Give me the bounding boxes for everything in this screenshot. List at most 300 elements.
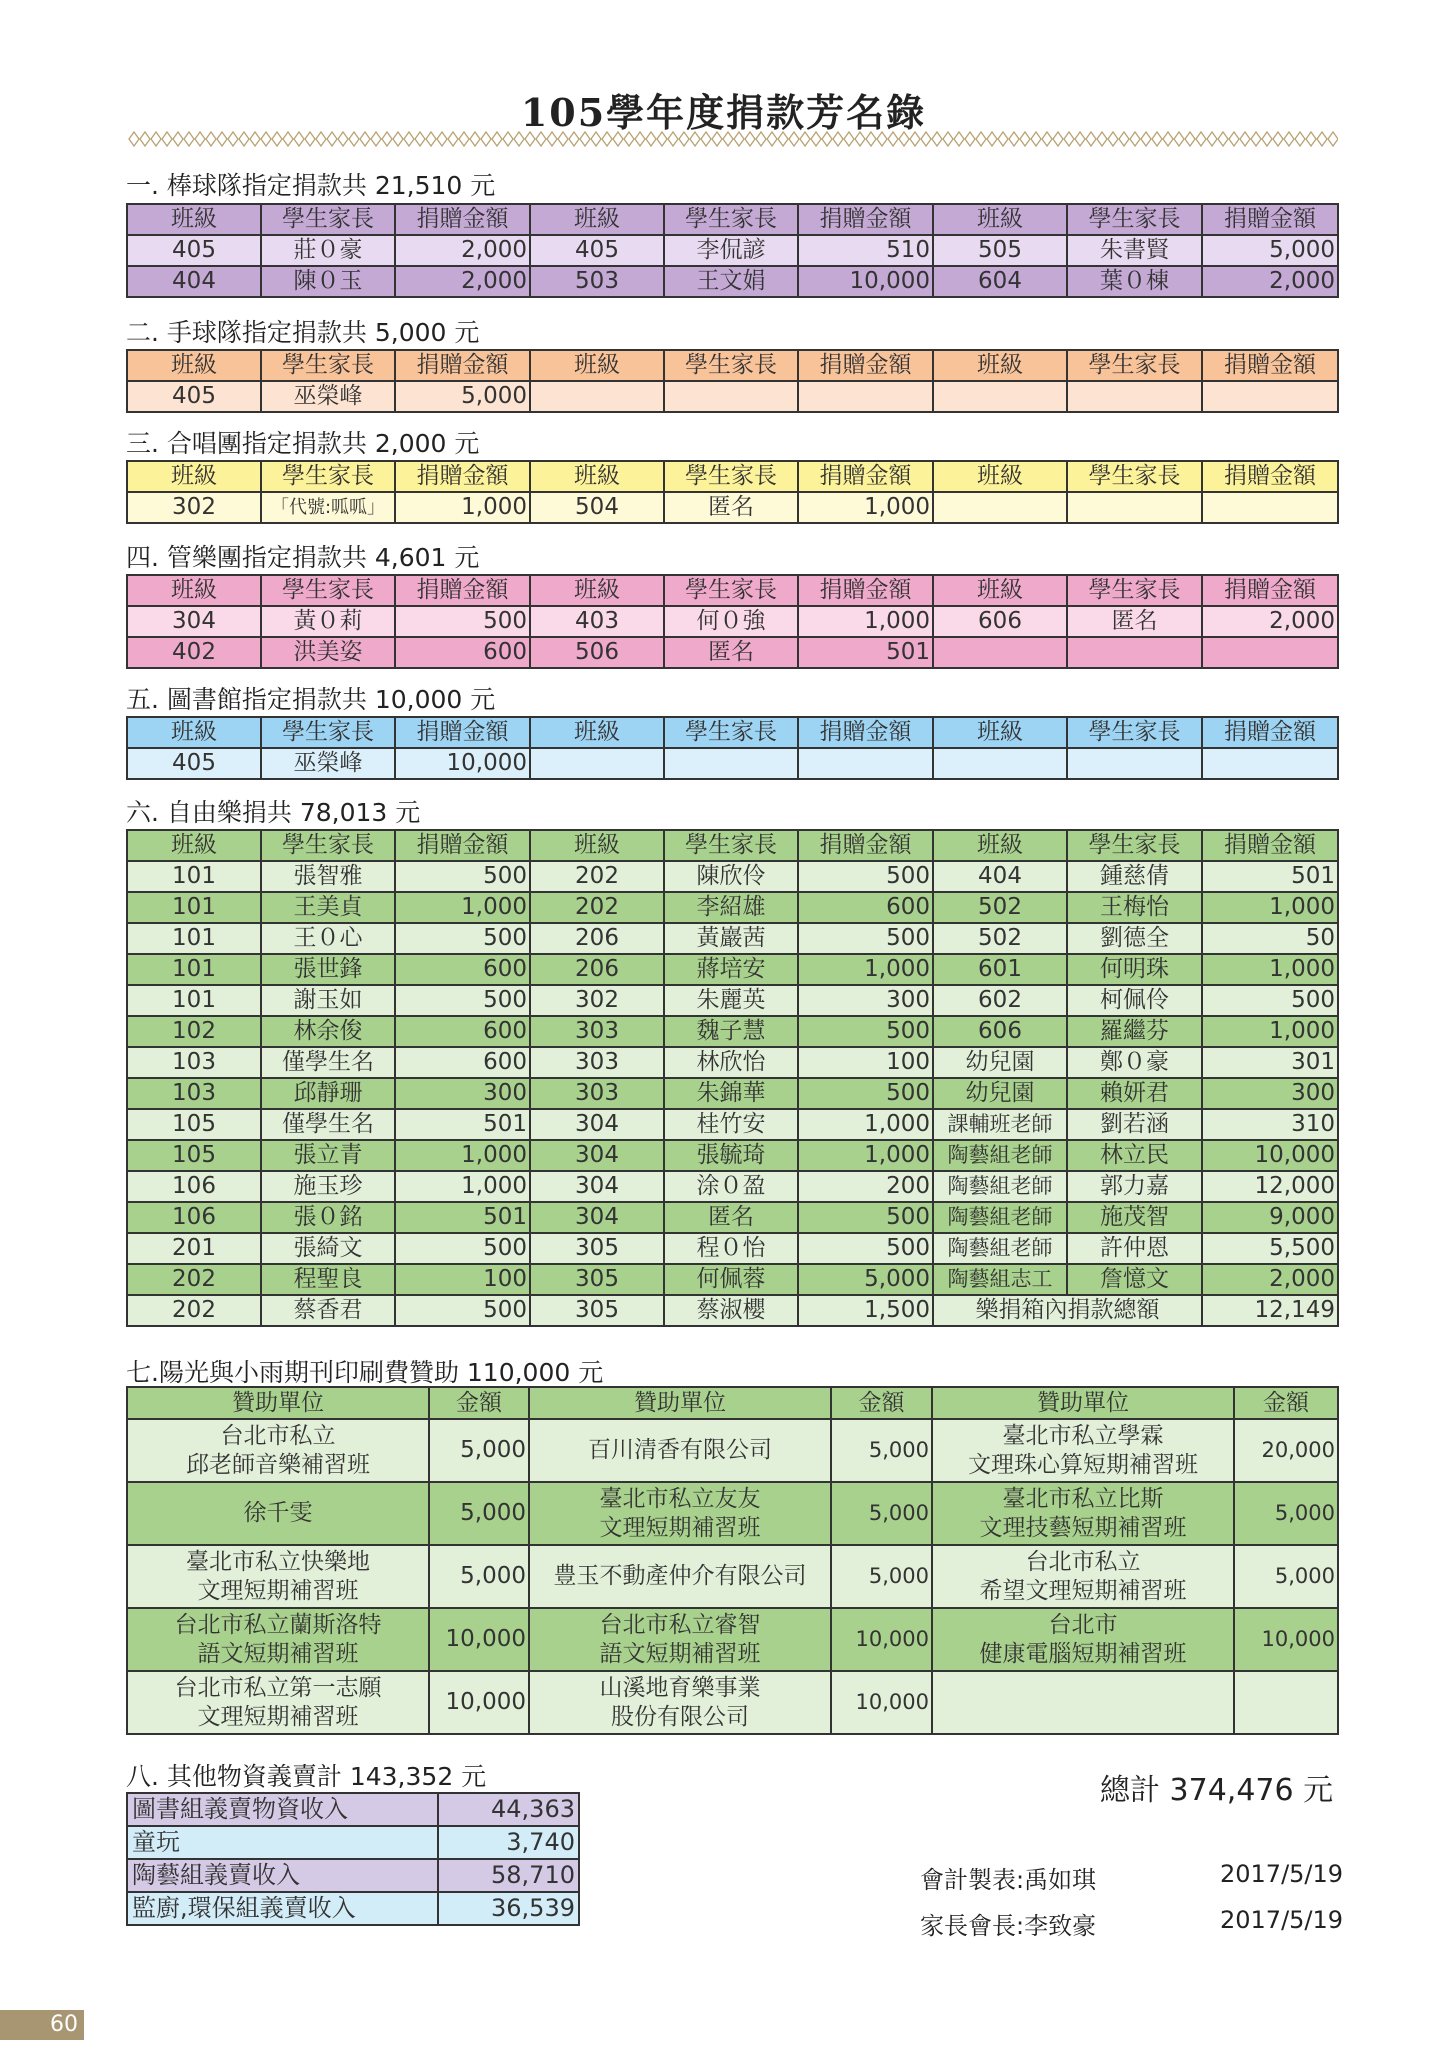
table-cell: 張毓琦 bbox=[664, 1140, 798, 1171]
table-cell: 103 bbox=[127, 1078, 261, 1109]
table-row bbox=[127, 923, 1338, 954]
table-cell bbox=[1202, 748, 1338, 779]
table-cell: 王美貞 bbox=[261, 892, 395, 923]
table-cell: 310 bbox=[1202, 1109, 1338, 1140]
sponsor-amount-cell: 5,000 bbox=[429, 1482, 529, 1545]
table-row bbox=[127, 1671, 1338, 1734]
table-cell: 303 bbox=[530, 1047, 664, 1078]
table-cell: 郭力嘉 bbox=[1067, 1171, 1202, 1202]
signature-president-date: 2017/5/19 bbox=[1220, 1906, 1344, 1934]
column-header: 班級 bbox=[127, 575, 261, 606]
goods-amount-cell: 44,363 bbox=[438, 1793, 579, 1826]
table-row bbox=[127, 1545, 1338, 1608]
table-cell: 何０強 bbox=[664, 606, 798, 637]
table-cell: 5,000 bbox=[395, 381, 530, 412]
section-heading-sponsorship: 七.陽光與小雨期刊印刷費贊助 110,000 元 bbox=[126, 1358, 604, 1387]
column-header: 捐贈金額 bbox=[395, 717, 530, 748]
table-cell: 詹憶文 bbox=[1067, 1264, 1202, 1295]
sponsor-name-cell: 臺北市私立學霖 文理珠心算短期補習班 bbox=[932, 1419, 1234, 1482]
table-cell: 課輔班老師 bbox=[933, 1109, 1067, 1140]
table-band-donations bbox=[126, 574, 1339, 669]
table-cell: 302 bbox=[530, 985, 664, 1016]
table-cell: 黃巖茜 bbox=[664, 923, 798, 954]
column-header: 班級 bbox=[127, 830, 261, 861]
table-cell: 黃０莉 bbox=[261, 606, 395, 637]
table-cell: 幼兒園 bbox=[933, 1078, 1067, 1109]
table-cell: 101 bbox=[127, 861, 261, 892]
table-goods-sales bbox=[126, 1792, 580, 1926]
sponsor-amount-cell: 5,000 bbox=[831, 1545, 932, 1608]
column-header: 學生家長 bbox=[1067, 717, 1202, 748]
table-row bbox=[127, 1264, 1338, 1295]
table-cell: 604 bbox=[933, 266, 1067, 297]
table-cell: 匿名 bbox=[664, 1202, 798, 1233]
table-cell: 100 bbox=[395, 1264, 530, 1295]
table-cell: 105 bbox=[127, 1109, 261, 1140]
table-cell bbox=[1202, 492, 1338, 523]
table-cell: 500 bbox=[395, 606, 530, 637]
sponsor-amount-cell: 10,000 bbox=[831, 1671, 932, 1734]
column-header: 班級 bbox=[127, 204, 261, 235]
table-handball-donations bbox=[126, 349, 1339, 413]
table-cell bbox=[933, 492, 1067, 523]
goods-item-cell: 陶藝組義賣收入 bbox=[127, 1859, 438, 1892]
table-row bbox=[127, 954, 1338, 985]
column-header: 學生家長 bbox=[664, 830, 798, 861]
table-cell: 500 bbox=[798, 861, 933, 892]
table-cell: 張智雅 bbox=[261, 861, 395, 892]
table-cell: 5,000 bbox=[1202, 235, 1338, 266]
table-cell: 405 bbox=[127, 381, 261, 412]
table-cell: 蔣培安 bbox=[664, 954, 798, 985]
column-header: 班級 bbox=[127, 350, 261, 381]
table-cell: 1,000 bbox=[798, 492, 933, 523]
table-cell: 500 bbox=[395, 1295, 530, 1326]
table-cell: 506 bbox=[530, 637, 664, 668]
table-cell: 500 bbox=[798, 1202, 933, 1233]
table-row bbox=[127, 1826, 579, 1859]
table-cell: 謝玉如 bbox=[261, 985, 395, 1016]
table-cell: 10,000 bbox=[1202, 1140, 1338, 1171]
table-cell: 504 bbox=[530, 492, 664, 523]
table-choir-donations bbox=[126, 460, 1339, 524]
column-header: 捐贈金額 bbox=[798, 717, 933, 748]
column-header: 學生家長 bbox=[664, 575, 798, 606]
table-cell: 邱靜珊 bbox=[261, 1078, 395, 1109]
table-cell: 12,000 bbox=[1202, 1171, 1338, 1202]
table-row bbox=[127, 985, 1338, 1016]
column-header: 學生家長 bbox=[664, 461, 798, 492]
signature-accountant: 會計製表:禹如琪 bbox=[920, 1866, 1097, 1894]
table-cell: 2,000 bbox=[1202, 1264, 1338, 1295]
table-cell: 103 bbox=[127, 1047, 261, 1078]
table-cell: 500 bbox=[1202, 985, 1338, 1016]
section-heading-goods-sales: 八. 其他物資義賣計 143,352 元 bbox=[126, 1762, 487, 1791]
table-cell: 502 bbox=[933, 892, 1067, 923]
table-cell: 陶藝組志工 bbox=[933, 1264, 1067, 1295]
table-cell: 303 bbox=[530, 1078, 664, 1109]
table-header-row bbox=[127, 575, 1338, 606]
signature-accountant-date: 2017/5/19 bbox=[1220, 1860, 1344, 1888]
table-cell: 510 bbox=[798, 235, 933, 266]
table-cell bbox=[798, 381, 933, 412]
table-library-donations bbox=[126, 716, 1339, 780]
table-cell: 蔡淑櫻 bbox=[664, 1295, 798, 1326]
table-cell: 101 bbox=[127, 985, 261, 1016]
column-header: 班級 bbox=[530, 350, 664, 381]
column-header: 捐贈金額 bbox=[1202, 461, 1338, 492]
table-cell: 503 bbox=[530, 266, 664, 297]
signature-president: 家長會長:李致豪 bbox=[920, 1912, 1097, 1940]
sponsor-amount-cell: 5,000 bbox=[831, 1419, 932, 1482]
table-cell: 505 bbox=[933, 235, 1067, 266]
column-header: 贊助單位 bbox=[127, 1387, 429, 1419]
table-cell: 50 bbox=[1202, 923, 1338, 954]
table-cell: 304 bbox=[530, 1109, 664, 1140]
table-cell: 陳欣伶 bbox=[664, 861, 798, 892]
table-cell bbox=[798, 748, 933, 779]
table-cell: 405 bbox=[530, 235, 664, 266]
table-cell: 405 bbox=[127, 748, 261, 779]
table-cell: 600 bbox=[395, 1016, 530, 1047]
column-header: 學生家長 bbox=[664, 717, 798, 748]
table-cell: 1,000 bbox=[798, 954, 933, 985]
table-cell: 匿名 bbox=[664, 637, 798, 668]
table-cell: 305 bbox=[530, 1264, 664, 1295]
table-row bbox=[127, 606, 1338, 637]
table-cell bbox=[1202, 637, 1338, 668]
table-cell: 1,000 bbox=[395, 492, 530, 523]
table-row bbox=[127, 637, 1338, 668]
table-cell: 206 bbox=[530, 923, 664, 954]
sponsor-amount-cell: 10,000 bbox=[831, 1608, 932, 1671]
table-header-row bbox=[127, 1387, 1338, 1419]
column-header: 班級 bbox=[530, 461, 664, 492]
table-cell: 羅繼芬 bbox=[1067, 1016, 1202, 1047]
table-cell: 500 bbox=[395, 1233, 530, 1264]
table-cell: 501 bbox=[395, 1202, 530, 1233]
column-header: 班級 bbox=[127, 461, 261, 492]
sponsor-amount-cell: 5,000 bbox=[1234, 1545, 1338, 1608]
sponsor-name-cell: 豊玉不動產仲介有限公司 bbox=[529, 1545, 831, 1608]
section-heading-choir: 三. 合唱團指定捐款共 2,000 元 bbox=[126, 429, 480, 458]
table-row bbox=[127, 1078, 1338, 1109]
table-free-donations bbox=[126, 829, 1339, 1327]
column-header: 班級 bbox=[933, 204, 1067, 235]
column-header: 捐贈金額 bbox=[1202, 830, 1338, 861]
table-cell: 陳０玉 bbox=[261, 266, 395, 297]
table-cell: 500 bbox=[798, 1016, 933, 1047]
sponsor-name-cell bbox=[932, 1671, 1234, 1734]
column-header: 捐贈金額 bbox=[798, 350, 933, 381]
table-cell: 何明珠 bbox=[1067, 954, 1202, 985]
column-header: 學生家長 bbox=[1067, 461, 1202, 492]
goods-amount-cell: 36,539 bbox=[438, 1892, 579, 1925]
table-cell: 601 bbox=[933, 954, 1067, 985]
table-cell: 僅學生名 bbox=[261, 1047, 395, 1078]
table-sponsorship bbox=[126, 1386, 1339, 1735]
table-cell: 5,000 bbox=[798, 1264, 933, 1295]
table-cell: 201 bbox=[127, 1233, 261, 1264]
table-cell: 朱書賢 bbox=[1067, 235, 1202, 266]
table-header-row bbox=[127, 461, 1338, 492]
sponsor-name-cell: 台北市 健康電腦短期補習班 bbox=[932, 1608, 1234, 1671]
table-cell: 1,000 bbox=[395, 1171, 530, 1202]
table-cell: 403 bbox=[530, 606, 664, 637]
column-header: 學生家長 bbox=[261, 204, 395, 235]
table-cell: 張０銘 bbox=[261, 1202, 395, 1233]
table-cell: 李紹雄 bbox=[664, 892, 798, 923]
sponsor-amount-cell: 5,000 bbox=[429, 1419, 529, 1482]
table-cell: 2,000 bbox=[1202, 606, 1338, 637]
goods-item-cell: 圖書組義賣物資收入 bbox=[127, 1793, 438, 1826]
table-cell: 304 bbox=[127, 606, 261, 637]
table-cell: 巫榮峰 bbox=[261, 381, 395, 412]
table-cell: 1,000 bbox=[395, 892, 530, 923]
table-cell: 106 bbox=[127, 1202, 261, 1233]
table-row bbox=[127, 1793, 579, 1826]
sponsor-name-cell: 台北市私立 邱老師音樂補習班 bbox=[127, 1419, 429, 1482]
table-cell: 施茂智 bbox=[1067, 1202, 1202, 1233]
column-header: 捐贈金額 bbox=[1202, 350, 1338, 381]
table-cell: 405 bbox=[127, 235, 261, 266]
table-cell: 105 bbox=[127, 1140, 261, 1171]
table-header-row bbox=[127, 717, 1338, 748]
column-header: 班級 bbox=[530, 575, 664, 606]
table-cell: 林立民 bbox=[1067, 1140, 1202, 1171]
table-cell: 莊０豪 bbox=[261, 235, 395, 266]
column-header: 學生家長 bbox=[1067, 204, 1202, 235]
column-header: 贊助單位 bbox=[529, 1387, 831, 1419]
table-cell: 王０心 bbox=[261, 923, 395, 954]
table-cell: 102 bbox=[127, 1016, 261, 1047]
table-row bbox=[127, 1140, 1338, 1171]
section-heading-free-donations: 六. 自由樂捐共 78,013 元 bbox=[126, 798, 421, 827]
column-header: 捐贈金額 bbox=[395, 830, 530, 861]
table-cell: 張綺文 bbox=[261, 1233, 395, 1264]
table-cell bbox=[1067, 492, 1202, 523]
sponsor-name-cell: 台北市私立蘭斯洛特 語文短期補習班 bbox=[127, 1608, 429, 1671]
table-cell: 606 bbox=[933, 1016, 1067, 1047]
table-row bbox=[127, 1482, 1338, 1545]
table-cell: 1,000 bbox=[1202, 954, 1338, 985]
table-cell: 101 bbox=[127, 892, 261, 923]
table-cell: 500 bbox=[798, 1078, 933, 1109]
table-cell: 1,000 bbox=[395, 1140, 530, 1171]
table-cell: 朱錦華 bbox=[664, 1078, 798, 1109]
table-cell bbox=[530, 748, 664, 779]
table-cell: 匿名 bbox=[664, 492, 798, 523]
table-cell bbox=[933, 381, 1067, 412]
table-row bbox=[127, 235, 1338, 266]
table-cell: 600 bbox=[395, 637, 530, 668]
column-header: 捐贈金額 bbox=[798, 830, 933, 861]
table-cell bbox=[1067, 748, 1202, 779]
table-cell: 500 bbox=[395, 985, 530, 1016]
table-row bbox=[127, 381, 1338, 412]
column-header: 班級 bbox=[530, 830, 664, 861]
sponsor-amount-cell: 5,000 bbox=[831, 1482, 932, 1545]
table-row bbox=[127, 1419, 1338, 1482]
table-cell: 404 bbox=[127, 266, 261, 297]
column-header: 學生家長 bbox=[664, 204, 798, 235]
table-row bbox=[127, 892, 1338, 923]
column-header: 捐贈金額 bbox=[395, 350, 530, 381]
table-cell: 300 bbox=[798, 985, 933, 1016]
table-cell: 朱麗英 bbox=[664, 985, 798, 1016]
table-cell: 陶藝組老師 bbox=[933, 1140, 1067, 1171]
table-cell: 600 bbox=[395, 1047, 530, 1078]
table-row bbox=[127, 1295, 1338, 1326]
page-number: 60 bbox=[50, 2012, 78, 2037]
table-cell bbox=[1067, 637, 1202, 668]
table-cell: 何佩蓉 bbox=[664, 1264, 798, 1295]
table-row bbox=[127, 1233, 1338, 1264]
table-header-row bbox=[127, 830, 1338, 861]
table-cell: 304 bbox=[530, 1202, 664, 1233]
table-cell: 600 bbox=[395, 954, 530, 985]
table-row bbox=[127, 1859, 579, 1892]
table-row bbox=[127, 1171, 1338, 1202]
table-header-row bbox=[127, 204, 1338, 235]
column-header: 學生家長 bbox=[261, 575, 395, 606]
column-header: 捐贈金額 bbox=[395, 575, 530, 606]
goods-item-cell: 童玩 bbox=[127, 1826, 438, 1859]
column-header: 金額 bbox=[429, 1387, 529, 1419]
column-header: 學生家長 bbox=[261, 830, 395, 861]
column-header: 捐贈金額 bbox=[798, 461, 933, 492]
table-cell: 101 bbox=[127, 954, 261, 985]
table-cell: 10,000 bbox=[798, 266, 933, 297]
table-cell: 600 bbox=[798, 892, 933, 923]
table-cell: 葉０棟 bbox=[1067, 266, 1202, 297]
table-cell: 蔡香君 bbox=[261, 1295, 395, 1326]
column-header: 學生家長 bbox=[261, 461, 395, 492]
table-cell: 501 bbox=[395, 1109, 530, 1140]
table-cell: 304 bbox=[530, 1140, 664, 1171]
table-cell: 僅學生名 bbox=[261, 1109, 395, 1140]
column-header: 學生家長 bbox=[261, 350, 395, 381]
table-cell: 500 bbox=[798, 1233, 933, 1264]
table-row bbox=[127, 861, 1338, 892]
table-cell: 300 bbox=[1202, 1078, 1338, 1109]
table-cell: 500 bbox=[798, 923, 933, 954]
column-header: 學生家長 bbox=[261, 717, 395, 748]
column-header: 金額 bbox=[1234, 1387, 1338, 1419]
table-cell: 匿名 bbox=[1067, 606, 1202, 637]
table-cell: 1,000 bbox=[798, 1140, 933, 1171]
diamond-border-divider bbox=[128, 128, 1338, 150]
column-header: 班級 bbox=[933, 575, 1067, 606]
table-cell: 202 bbox=[127, 1264, 261, 1295]
table-cell: 202 bbox=[530, 892, 664, 923]
column-header: 班級 bbox=[530, 204, 664, 235]
column-header: 學生家長 bbox=[1067, 575, 1202, 606]
table-cell: 李侃諺 bbox=[664, 235, 798, 266]
table-row bbox=[127, 1109, 1338, 1140]
sponsor-amount-cell: 20,000 bbox=[1234, 1419, 1338, 1482]
table-cell: 5,500 bbox=[1202, 1233, 1338, 1264]
table-cell bbox=[530, 381, 664, 412]
table-cell: 12,149 bbox=[1202, 1295, 1338, 1326]
sponsor-name-cell: 山溪地育樂事業 股份有限公司 bbox=[529, 1671, 831, 1734]
column-header: 捐贈金額 bbox=[1202, 575, 1338, 606]
table-cell: 賴妍君 bbox=[1067, 1078, 1202, 1109]
column-header: 班級 bbox=[127, 717, 261, 748]
table-cell bbox=[1067, 381, 1202, 412]
table-row bbox=[127, 1892, 579, 1925]
table-cell: 301 bbox=[1202, 1047, 1338, 1078]
table-cell: 501 bbox=[1202, 861, 1338, 892]
goods-amount-cell: 3,740 bbox=[438, 1826, 579, 1859]
column-header: 捐贈金額 bbox=[1202, 717, 1338, 748]
table-row bbox=[127, 266, 1338, 297]
sponsor-amount-cell: 10,000 bbox=[429, 1671, 529, 1734]
table-cell: 501 bbox=[798, 637, 933, 668]
table-cell: 500 bbox=[395, 923, 530, 954]
table-row bbox=[127, 748, 1338, 779]
table-cell: 涂０盈 bbox=[664, 1171, 798, 1202]
table-cell: 404 bbox=[933, 861, 1067, 892]
sponsor-name-cell: 臺北市私立友友 文理短期補習班 bbox=[529, 1482, 831, 1545]
table-cell: 幼兒園 bbox=[933, 1047, 1067, 1078]
table-cell: 魏子慧 bbox=[664, 1016, 798, 1047]
section-heading-library: 五. 圖書館指定捐款共 10,000 元 bbox=[126, 685, 496, 714]
column-header: 捐贈金額 bbox=[395, 461, 530, 492]
sponsor-name-cell: 百川清香有限公司 bbox=[529, 1419, 831, 1482]
table-cell: 林余俊 bbox=[261, 1016, 395, 1047]
table-cell: 洪美姿 bbox=[261, 637, 395, 668]
table-cell: 602 bbox=[933, 985, 1067, 1016]
table-cell: 張世鋒 bbox=[261, 954, 395, 985]
sponsor-amount-cell bbox=[1234, 1671, 1338, 1734]
table-cell: 2,000 bbox=[1202, 266, 1338, 297]
table-cell: 606 bbox=[933, 606, 1067, 637]
sponsor-amount-cell: 5,000 bbox=[429, 1545, 529, 1608]
table-cell: 桂竹安 bbox=[664, 1109, 798, 1140]
table-cell: 100 bbox=[798, 1047, 933, 1078]
column-header: 班級 bbox=[530, 717, 664, 748]
column-header: 贊助單位 bbox=[932, 1387, 1234, 1419]
goods-amount-cell: 58,710 bbox=[438, 1859, 579, 1892]
table-cell: 304 bbox=[530, 1171, 664, 1202]
table-header-row bbox=[127, 350, 1338, 381]
table-cell: 402 bbox=[127, 637, 261, 668]
sponsor-amount-cell: 10,000 bbox=[1234, 1608, 1338, 1671]
table-cell: 柯佩伶 bbox=[1067, 985, 1202, 1016]
table-cell: 1,000 bbox=[798, 606, 933, 637]
section-heading-band: 四. 管樂團指定捐款共 4,601 元 bbox=[126, 543, 480, 572]
table-row bbox=[127, 1016, 1338, 1047]
column-header: 捐贈金額 bbox=[798, 575, 933, 606]
table-cell: 305 bbox=[530, 1233, 664, 1264]
column-header: 學生家長 bbox=[1067, 830, 1202, 861]
section-heading-handball: 二. 手球隊指定捐款共 5,000 元 bbox=[126, 318, 480, 347]
sponsor-name-cell: 台北市私立第一志願 文理短期補習班 bbox=[127, 1671, 429, 1734]
table-cell: 2,000 bbox=[395, 235, 530, 266]
sponsor-amount-cell: 5,000 bbox=[1234, 1482, 1338, 1545]
column-header: 班級 bbox=[933, 461, 1067, 492]
table-cell: 劉若涵 bbox=[1067, 1109, 1202, 1140]
table-cell bbox=[664, 381, 798, 412]
sponsor-name-cell: 徐千雯 bbox=[127, 1482, 429, 1545]
table-cell: 9,000 bbox=[1202, 1202, 1338, 1233]
table-cell: 樂捐箱內捐款總額 bbox=[933, 1295, 1202, 1326]
column-header: 班級 bbox=[933, 717, 1067, 748]
table-cell: 「代號:呱呱」 bbox=[261, 492, 395, 523]
grand-total: 總計 374,476 元 bbox=[1100, 1773, 1334, 1808]
table-row bbox=[127, 1202, 1338, 1233]
